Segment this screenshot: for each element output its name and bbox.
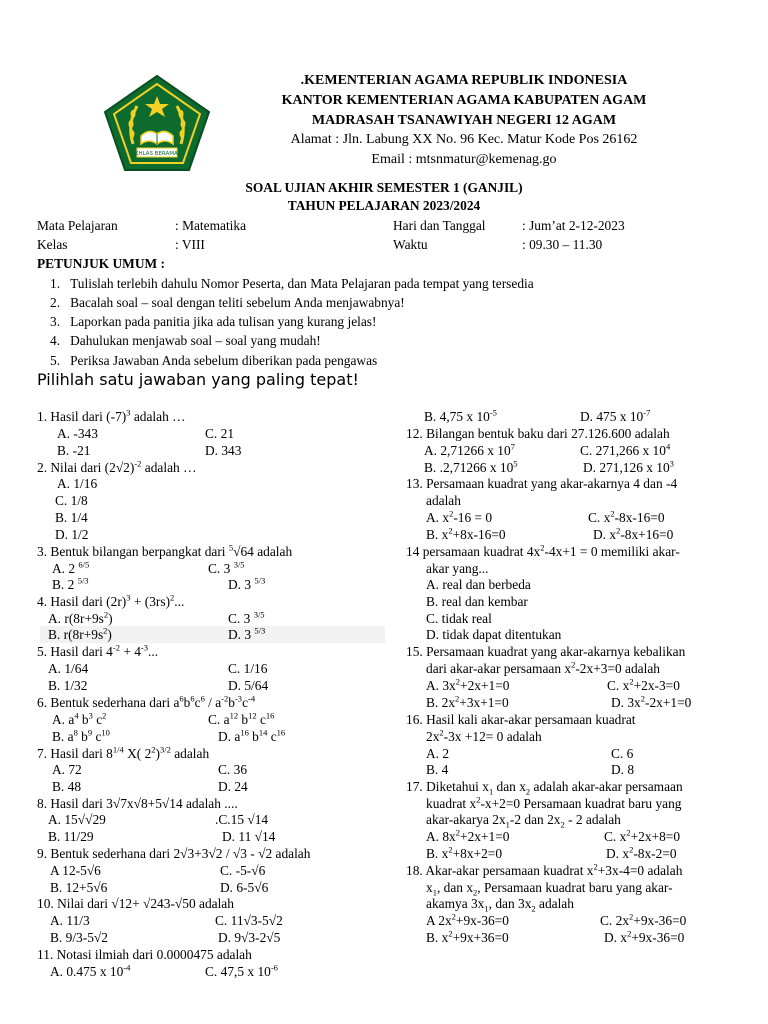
q1-option-c[interactable]: C. 21 xyxy=(205,426,235,441)
question-18-cont: $x_1$, dan $x_2$, Persamaan kuadrat baru yang akar- xyxy=(426,880,673,898)
exam-title: SOAL UJIAN AKHIR SEMESTER 1 (GANJIL) xyxy=(245,180,523,195)
q12-option-b[interactable]: B. .2,71266 x $10^5$ xyxy=(424,458,518,475)
q11-option-c[interactable]: C. 47,5 x $10^{-6}$ xyxy=(205,962,278,979)
date-label: Hari dan Tanggal xyxy=(393,218,486,233)
q9-option-b[interactable]: B. 12+5√6 xyxy=(50,880,108,895)
q7-option-b[interactable]: B. 48 xyxy=(52,779,82,794)
school-email: Email : mtsnmatur@kemenag.go xyxy=(371,152,557,167)
q2-option-c[interactable]: C. 1/8 xyxy=(55,493,88,508)
question-11: 11. Notasi ilmiah dari 0.0000475 adalah xyxy=(37,947,252,962)
q12-option-d[interactable]: D. 271,126 x $10^3$ xyxy=(583,458,674,475)
question-2: 2. Nilai dari $(2√2)^{-2}$ adalah … xyxy=(37,458,197,475)
instruction-item: 2. Bacalah soal – soal dengan teliti sebelum Anda menjawabnya! xyxy=(50,295,405,310)
q17-option-b[interactable]: B. $x^2+8x+2=0$ xyxy=(426,844,503,861)
q4-option-c[interactable]: C. 3 $^{3/5}$ xyxy=(228,609,265,626)
q12-option-c[interactable]: C. 271,266 x $10^4$ xyxy=(580,441,671,458)
question-9: 9. Bentuk sederhana dari 2√3+3√2 / √3 - √2 adalah xyxy=(37,846,311,861)
q17-option-d[interactable]: D. $x^2-8x-2=0$ xyxy=(606,844,677,861)
class-label: Kelas xyxy=(37,237,68,252)
svg-text:IKHLAS BERAMAL: IKHLAS BERAMAL xyxy=(133,151,181,157)
q2-option-a[interactable]: A. 1/16 xyxy=(57,476,98,491)
q1-option-b[interactable]: B. -21 xyxy=(57,443,91,458)
q6-option-d[interactable]: D. $a^{16}$ $b^{14}$ $c^{16}$ xyxy=(218,727,286,744)
question-4: 4. Hasil dari $(2r)^3 + (3rs)^2$... xyxy=(37,592,185,609)
instructions-title: PETUNJUK UMUM : xyxy=(37,256,165,271)
q5-option-a[interactable]: A. 1/64 xyxy=(48,661,89,676)
q14-option-d[interactable]: D. tidak dapat ditentukan xyxy=(426,627,562,642)
school-title: MADRASAH TSANAWIYAH NEGERI 12 AGAM xyxy=(311,113,617,128)
q18-option-c[interactable]: C. $2x^2+9x-36=0$ xyxy=(600,911,687,928)
instruction-item: 1. Tulislah terlebih dahulu Nomor Peserta, dan Mata Pelajaran pada tempat yang tersedia xyxy=(50,276,534,291)
date-value: : Jum’at 2-12-2023 xyxy=(522,218,625,233)
time-label: Waktu xyxy=(393,237,428,252)
q4-option-a[interactable]: A. $r(8r+9s^2)$ xyxy=(48,609,113,626)
question-15-cont: dari akar-akar persamaan $x^2-2x+3=0$ adalah xyxy=(426,659,660,676)
question-16-cont: $2x^2-3x +12= 0$ adalah xyxy=(426,727,542,744)
question-14-cont: akar yang... xyxy=(426,561,489,576)
q3-option-c[interactable]: C. 3 $^{3/5}$ xyxy=(208,559,245,576)
subject-label: Mata Pelajaran xyxy=(37,218,118,233)
question-18: 18. Akar-akar persamaan kuadrat $x^2+3x-4=0$ adalah xyxy=(406,861,683,878)
q12-option-a[interactable]: A. 2,71266 x $10^7$ xyxy=(424,441,515,458)
question-18-cont2: akamya $3x_1$, dan $3x_2$ adalah xyxy=(426,896,574,914)
question-5: 5. Hasil dari $4^{-2} + 4^{-3}$... xyxy=(37,642,159,659)
q15-option-d[interactable]: D. $3x^2-2x+1=0$ xyxy=(611,693,692,710)
q8-option-a[interactable]: A. 15√√29 xyxy=(48,812,106,827)
q14-option-a[interactable]: A. real dan berbeda xyxy=(426,577,531,592)
q5-option-d[interactable]: D. 5/64 xyxy=(228,678,269,693)
q8-option-c[interactable]: .C.15 √14 xyxy=(215,812,269,827)
q10-option-b[interactable]: B. 9/3-5√2 xyxy=(50,930,108,945)
q10-option-c[interactable]: C. 11√3-5√2 xyxy=(215,913,283,928)
answer-prompt: Pilihlah satu jawaban yang paling tepat! xyxy=(37,370,359,389)
q15-option-b[interactable]: B. $2x^2+3x+1=0$ xyxy=(426,693,509,710)
q2-option-d[interactable]: D. 1/2 xyxy=(55,527,89,542)
school-address: Alamat : Jln. Labung XX No. 96 Kec. Matur Kode Pos 26162 xyxy=(290,132,638,147)
q10-option-d[interactable]: D. 9√3-2√5 xyxy=(218,930,281,945)
q10-option-a[interactable]: A. 11/3 xyxy=(50,913,90,928)
q13-option-d[interactable]: D. $x^2-8x+16=0$ xyxy=(593,525,674,542)
question-13: 13. Persamaan kuadrat yang akar-akarnya 4 dan -4 xyxy=(406,476,678,491)
exam-year: TAHUN PELAJARAN 2023/2024 xyxy=(287,198,481,213)
question-17-cont: kuadrat $x^2-x+2=0$ Persamaan kuadrat baru yang xyxy=(426,794,682,811)
q8-option-d[interactable]: D. 11 √14 xyxy=(222,829,276,844)
q11-option-b[interactable]: B. 4,75 x $10^{-5}$ xyxy=(424,407,497,424)
q9-option-a[interactable]: A 12-5√6 xyxy=(50,863,101,878)
q1-option-d[interactable]: D. 343 xyxy=(205,443,242,458)
q14-option-c[interactable]: C. tidak real xyxy=(426,611,492,626)
q13-option-b[interactable]: B. $x^2+8x-16=0$ xyxy=(426,525,506,542)
class-value: : VIII xyxy=(175,237,205,252)
q9-option-c[interactable]: C. -5-√6 xyxy=(220,863,266,878)
q7-option-a[interactable]: A. 72 xyxy=(52,762,82,777)
q1-option-a[interactable]: A. -343 xyxy=(57,426,98,441)
q5-option-c[interactable]: C. 1/16 xyxy=(228,661,268,676)
q18-option-a[interactable]: A $2x^2+9x-36=0$ xyxy=(426,911,509,928)
q17-option-a[interactable]: A. $8x^2+2x+1=0$ xyxy=(426,827,510,844)
question-3: 3. Bentuk bilangan berpangkat dari $^5$√64 adalah xyxy=(37,542,293,559)
q16-option-b[interactable]: B. 4 xyxy=(426,762,449,777)
instruction-item: 4. Dahulukan menjawab soal – soal yang mudah! xyxy=(50,333,321,348)
q3-option-b[interactable]: B. 2 $^{5/3}$ xyxy=(52,575,89,592)
q7-option-d[interactable]: D. 24 xyxy=(218,779,248,794)
office-title: KANTOR KEMENTERIAN AGAMA KABUPATEN AGAM xyxy=(281,93,647,108)
q11-option-a[interactable]: A. 0.475 x $10^{-4}$ xyxy=(50,962,131,979)
q11-option-d[interactable]: D. 475 x $10^{-7}$ xyxy=(580,407,651,424)
q5-option-b[interactable]: B. 1/32 xyxy=(48,678,88,693)
kemenag-logo xyxy=(103,74,211,172)
instruction-item: 3. Laporkan pada panitia jika ada tulisan yang kurang jelas! xyxy=(50,314,377,329)
q16-option-a[interactable]: A. 2 xyxy=(426,746,450,761)
q16-option-c[interactable]: C. 6 xyxy=(611,746,634,761)
question-8: 8. Hasil dari 3√7x√8+5√14 adalah .... xyxy=(37,796,238,811)
question-17: 17. Diketahui $x_1$ dan $x_2$ adalah akar-akar persamaan xyxy=(406,779,683,797)
question-14: 14 persamaan kuadrat $4x^2-4x+1 = 0$ memiliki akar- xyxy=(406,542,680,559)
q4-option-d[interactable]: D. 3 $^{5/3}$ xyxy=(228,625,266,642)
q15-option-a[interactable]: A. $3x^2+2x+1=0$ xyxy=(426,676,510,693)
q4-option-b[interactable]: B. $r(8r+9s^2)$ xyxy=(48,625,112,642)
instruction-item: 5. Periksa Jawaban Anda sebelum diberikan pada pengawas xyxy=(50,353,378,368)
q7-option-c[interactable]: C. 36 xyxy=(218,762,248,777)
q16-option-d[interactable]: D. 8 xyxy=(611,762,635,777)
question-16: 16. Hasil kali akar-akar persamaan kuadrat xyxy=(406,712,636,727)
q8-option-b[interactable]: B. 11/29 xyxy=(48,829,94,844)
q2-option-b[interactable]: B. 1/4 xyxy=(55,510,88,525)
question-1: 1. Hasil dari $(-7)^3$ adalah … xyxy=(37,407,186,424)
q14-option-b[interactable]: B. real dan kembar xyxy=(426,594,528,609)
question-15: 15. Persamaan kuadrat yang akar-akarnya kebalikan xyxy=(406,644,686,659)
question-12: 12. Bilangan bentuk baku dari 27.126.600 adalah xyxy=(406,426,670,441)
question-6: 6. Bentuk sederhana dari $a^6b^6c^6 / a^{-2}b^{-3}c^{-4}$ xyxy=(37,693,256,710)
subject-value: : Matematika xyxy=(175,218,247,233)
question-17-cont2: akar-akarya $2x_1-2$ dan $2x_2 - 2$ adalah xyxy=(426,812,621,830)
q3-option-d[interactable]: D. 3 $^{5/3}$ xyxy=(228,575,266,592)
ministry-title: .KEMENTERIAN AGAMA REPUBLIK INDONESIA xyxy=(300,73,628,88)
q6-option-a[interactable]: A. $a^4$ $b^3$ $c^2$ xyxy=(52,710,107,727)
question-7: 7. Hasil dari $8^{1/4}$ X( $2^2)^{3/2}$ adalah xyxy=(37,744,210,761)
q17-option-c[interactable]: C. $x^2+2x+8=0$ xyxy=(604,827,681,844)
time-value: : 09.30 – 11.30 xyxy=(522,237,603,252)
question-13-cont: adalah xyxy=(426,493,461,508)
q6-option-b[interactable]: B. $a^8$ $b^9$ $c^{10}$ xyxy=(52,727,110,744)
q3-option-a[interactable]: A. 2 $^{6/5}$ xyxy=(52,559,90,576)
q9-option-d[interactable]: D. 6-5√6 xyxy=(220,880,269,895)
q15-option-c[interactable]: C. $x^2+2x-3=0$ xyxy=(607,676,680,693)
question-10: 10. Nilai dari √12+ √243-√50 adalah xyxy=(37,896,234,911)
q13-option-a[interactable]: A. $x^2-16 = 0$ xyxy=(426,508,493,525)
q13-option-c[interactable]: C. $x^2-8x-16=0$ xyxy=(588,508,665,525)
q18-option-d[interactable]: D. $x^2+9x-36=0$ xyxy=(604,928,685,945)
q6-option-c[interactable]: C. $a^{12}$ $b^{12}$ $c^{16}$ xyxy=(208,710,275,727)
q18-option-b[interactable]: B. $x^2+9x+36=0$ xyxy=(426,928,509,945)
